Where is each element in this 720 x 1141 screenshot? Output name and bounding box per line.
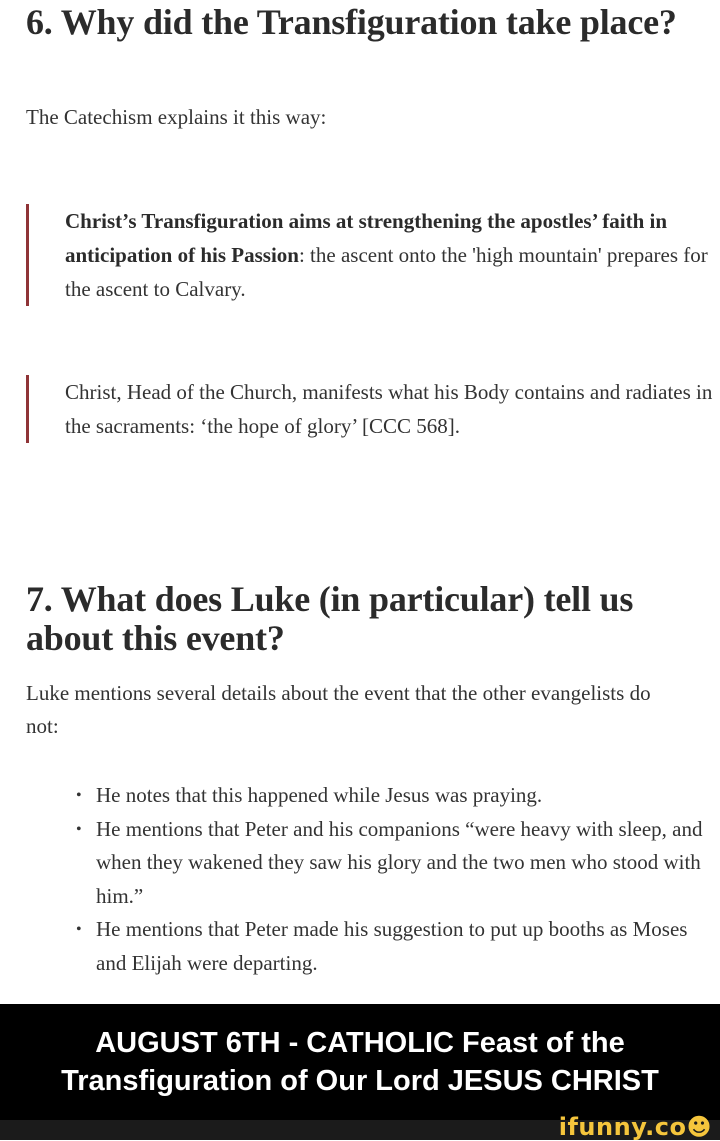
quote-1-rest: : the ascent onto the 'high mountain' prepares for the ascent to Calvary. <box>65 243 708 301</box>
watermark-text: ifunny.co <box>558 1113 687 1141</box>
smiley-face-icon: ☻ <box>686 1113 712 1141</box>
section-7-intro: Luke mentions several details about the event that the other evangelists do not: <box>26 681 651 738</box>
list-item: • He notes that this happened while Jesus was praying. <box>96 779 706 813</box>
catechism-quote-2: Christ, Head of the Church, manifests what his Body contains and radiates in the sacraments: ‘the hope of glory’ [CCC 568]. <box>26 375 720 443</box>
quote-1-bold: Christ’s Transfiguration aims at strengthening the apostles’ faith in anticipation of his Passion <box>65 209 668 267</box>
list-item: • He mentions that Peter and his companions “were heavy with sleep, and when they wakened they saw his glory and the two men who stood with him.” <box>96 813 706 914</box>
list-item: • He mentions that Peter made his suggestion to put up booths as Moses and Elijah were departing. <box>96 913 706 980</box>
section-6-heading: 6. Why did the Transfiguration take place? <box>26 2 677 42</box>
meme-caption <box>0 1004 720 1120</box>
catechism-quote-1 <box>26 204 720 306</box>
caption-text: AUGUST 6TH - CATHOLIC Feast of the Transfiguration of Our Lord JESUS CHRIST <box>61 1027 659 1097</box>
luke-details-list <box>96 779 706 980</box>
ifunny-watermark <box>559 1114 712 1140</box>
section-6-intro: The Catechism explains it this way: <box>26 105 327 129</box>
section-7-heading: 7. What does Luke (in particular) tell us about this event? <box>26 579 634 658</box>
watermark-bar <box>0 1113 720 1141</box>
